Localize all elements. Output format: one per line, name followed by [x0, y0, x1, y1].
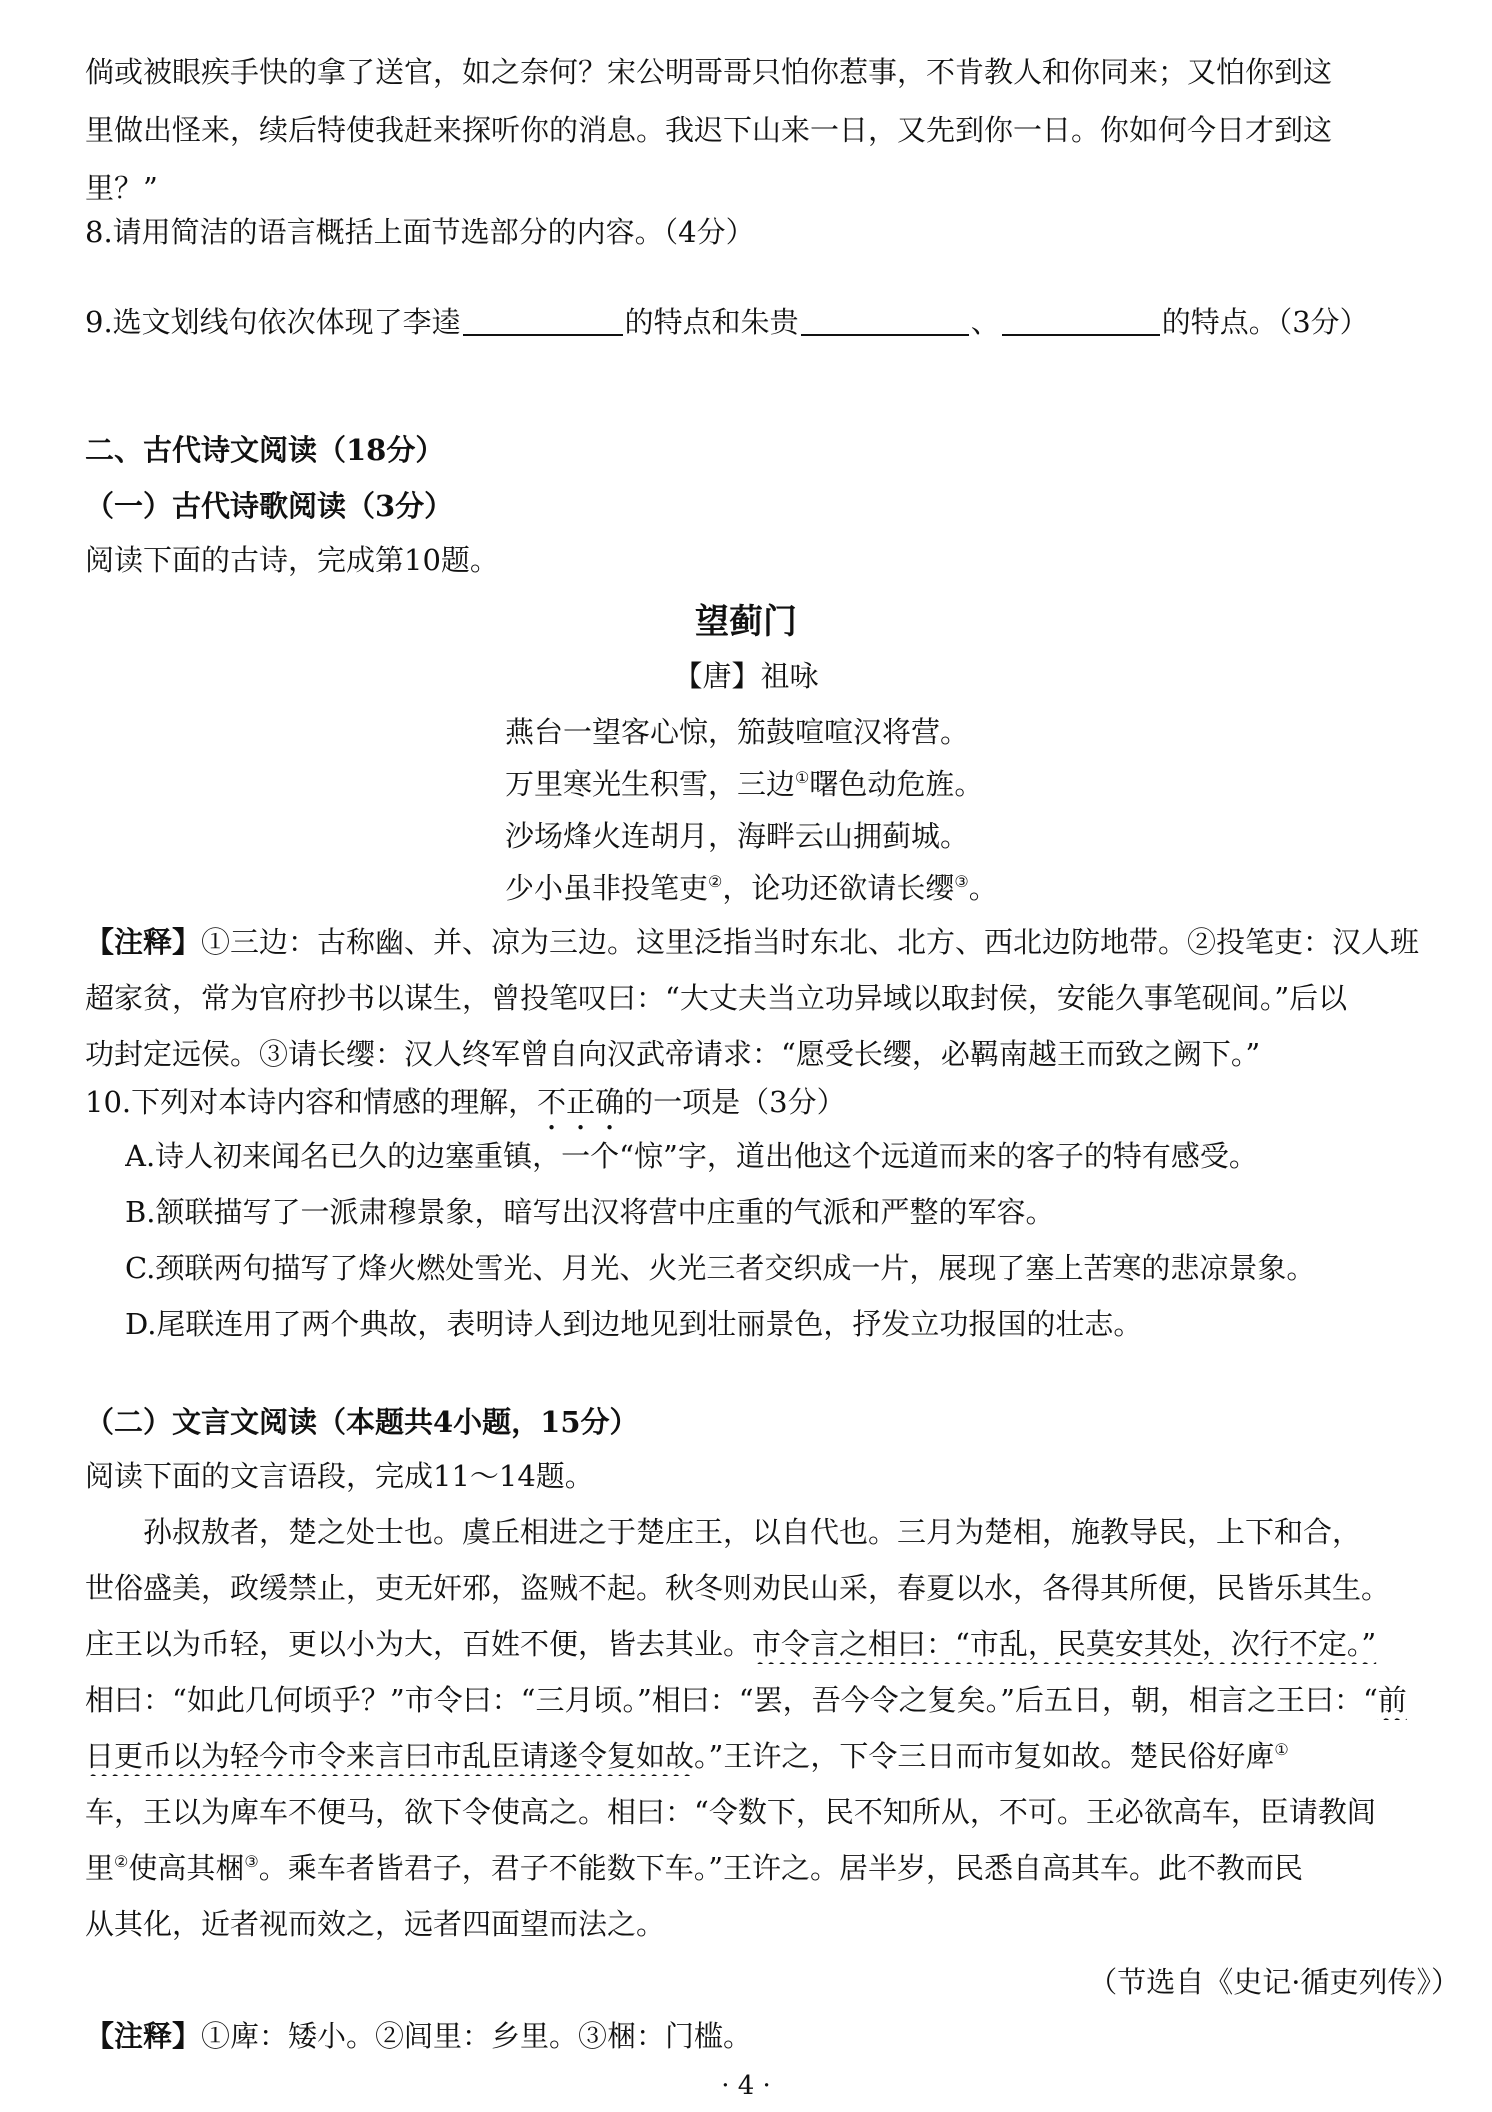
passage-line: 倘或被眼疾手快的拿了送官，如之奈何？宋公明哥哥只怕你惹事，不肯教人和你同来；又怕你到这	[85, 55, 1333, 89]
classical-text: 里	[85, 1851, 115, 1885]
poem-line	[505, 868, 1405, 908]
passage-line: 里做出怪来，续后特使我赶来探听你的消息。我迟下山来一日，又先到你一日。你如何今日才到这	[85, 113, 1333, 147]
classical-line: 孙叔敖者，楚之处士也。虞丘相进之于楚庄王，以自代也。三月为楚相，施教导民，上下和合，	[143, 1515, 1362, 1549]
underlined-sentence: 前	[1377, 1683, 1407, 1717]
classical-line: 世俗盛美，政缓禁止，吏无奸邪，盗贼不起。秋冬则劝民山采，春夏以水，各得其所便，民皆乐其生。	[85, 1571, 1391, 1605]
notes-text: ①三边：古称幽、并、凉为三边。这里泛指当时东北、北方、西北边防地带。②投笔吏：汉人班	[201, 925, 1420, 959]
poem-text: 万里寒光生积雪，三边	[505, 767, 796, 801]
classical-line	[85, 1624, 1460, 1664]
classical-line: 从其化，近者视而效之，远者四面望而法之。	[85, 1907, 666, 1941]
classical-line	[85, 1736, 1460, 1776]
poem-line: 燕台一望客心惊，笳鼓喧喧汉将营。	[505, 715, 970, 749]
answer-blank[interactable]	[801, 304, 969, 336]
classical-line: 车，王以为庳车不便马，欲下令使高之。相曰：“令数下，民不知所从，不可。王必欲高车，臣请教闾	[85, 1795, 1376, 1829]
footnote-marker: ②	[114, 1852, 129, 1871]
underlined-sentence: 日更币以为轻今市令来言曰市乱臣请遂令复如故	[85, 1739, 695, 1773]
notes-label: 【注释】	[85, 925, 202, 959]
q9-text-3: 、	[970, 305, 1000, 339]
page-number: · 4 ·	[721, 2071, 771, 2101]
subsection-heading: （一）古代诗歌阅读（3分）	[85, 489, 454, 523]
poem-text: ，论功还欲请长缨	[722, 871, 955, 905]
classical-text: 。乘车者皆君子，君子不能数下车。”王许之。居半岁，民悉自高其车。此不教而民	[258, 1851, 1304, 1885]
q10-emphasis: 不正确	[537, 1085, 625, 1119]
classical-text: 庄王以为币轻，更以小为大，百姓不便，皆去其业。	[85, 1627, 753, 1661]
answer-blank[interactable]	[463, 304, 623, 336]
passage-line: 里？”	[85, 171, 158, 205]
poem-title: 望蓟门	[695, 602, 797, 642]
instruction: 阅读下面的古诗，完成第10题。	[85, 543, 499, 577]
footnote-marker: ①	[795, 768, 810, 787]
footnote-marker: ①	[1274, 1740, 1289, 1759]
question-8: 8.请用简洁的语言概括上面节选部分的内容。（4分）	[85, 215, 755, 249]
q9-text-2: 的特点和朱贵	[624, 305, 799, 339]
option-a[interactable]: A.诗人初来闻名已久的边塞重镇，一个“惊”字，道出他这个远道而来的客子的特有感受。	[125, 1139, 1258, 1173]
poem-text: 。	[968, 871, 998, 905]
question-10	[85, 1082, 1460, 1137]
poem-notes-line	[85, 922, 1460, 962]
notes-label: 【注释】	[85, 2019, 202, 2053]
poem-author: 【唐】祖咏	[673, 659, 819, 693]
classical-line	[85, 1680, 1460, 1720]
poem-text: 少小虽非投笔吏	[505, 871, 709, 905]
footnote-marker: ③	[244, 1852, 259, 1871]
footnote-marker: ③	[954, 872, 969, 891]
answer-blank[interactable]	[1002, 304, 1160, 336]
classical-text: 。”王许之，下令三日而市复如故。楚民俗好庳	[694, 1739, 1275, 1773]
section-heading: 二、古代诗文阅读（18分）	[85, 433, 445, 467]
underlined-sentence: 市令言之相曰：“市乱，民莫安其处，次行不定。”	[752, 1627, 1377, 1661]
source-citation: （节选自《史记·循吏列传》）	[1088, 1965, 1460, 1999]
q10-stem: 的一项是（3分）	[624, 1085, 846, 1119]
q9-text-4: 的特点。（3分）	[1161, 305, 1369, 339]
option-b[interactable]: B.颔联描写了一派肃穆景象，暗写出汉将营中庄重的气派和严整的军容。	[125, 1195, 1055, 1229]
classical-text: 相曰：“如此几何顷乎？”市令曰：“三月顷。”相曰：“罢，吾今令之复矣。”后五日，朝，相言之王曰：“	[85, 1683, 1378, 1717]
notes-text: ①庳：矮小。②闾里：乡里。③梱：门槛。	[201, 2019, 753, 2053]
question-9	[85, 302, 1460, 342]
option-c[interactable]: C.颈联两句描写了烽火燃处雪光、月光、火光三者交织成一片，展现了塞上苦寒的悲凉景象。	[125, 1251, 1316, 1285]
footnote-marker: ②	[708, 872, 723, 891]
q9-text-1: 9.选文划线句依次体现了李逵	[85, 305, 461, 339]
instruction: 阅读下面的文言语段，完成11～14题。	[85, 1459, 594, 1493]
subsection-heading: （二）文言文阅读（本题共4小题，15分）	[85, 1405, 639, 1439]
option-d[interactable]: D.尾联连用了两个典故，表明诗人到边地见到壮丽景色，抒发立功报国的壮志。	[125, 1307, 1143, 1341]
classical-notes	[85, 2016, 1460, 2056]
classical-text: 使高其梱	[128, 1851, 245, 1885]
classical-line	[85, 1848, 1460, 1888]
poem-notes-line: 超家贫，常为官府抄书以谋生，曾投笔叹曰：“大丈夫当立功异域以取封侯，安能久事笔砚间。”后以	[85, 981, 1348, 1015]
q10-stem: 10.下列对本诗内容和情感的理解，	[85, 1085, 538, 1119]
poem-line	[505, 764, 1405, 804]
poem-text: 曙色动危旌。	[809, 767, 984, 801]
poem-line: 沙场烽火连胡月，海畔云山拥蓟城。	[505, 819, 970, 853]
poem-notes-line: 功封定远侯。③请长缨：汉人终军曾自向汉武帝请求：“愿受长缨，必羁南越王而致之阙下。”	[85, 1037, 1261, 1071]
